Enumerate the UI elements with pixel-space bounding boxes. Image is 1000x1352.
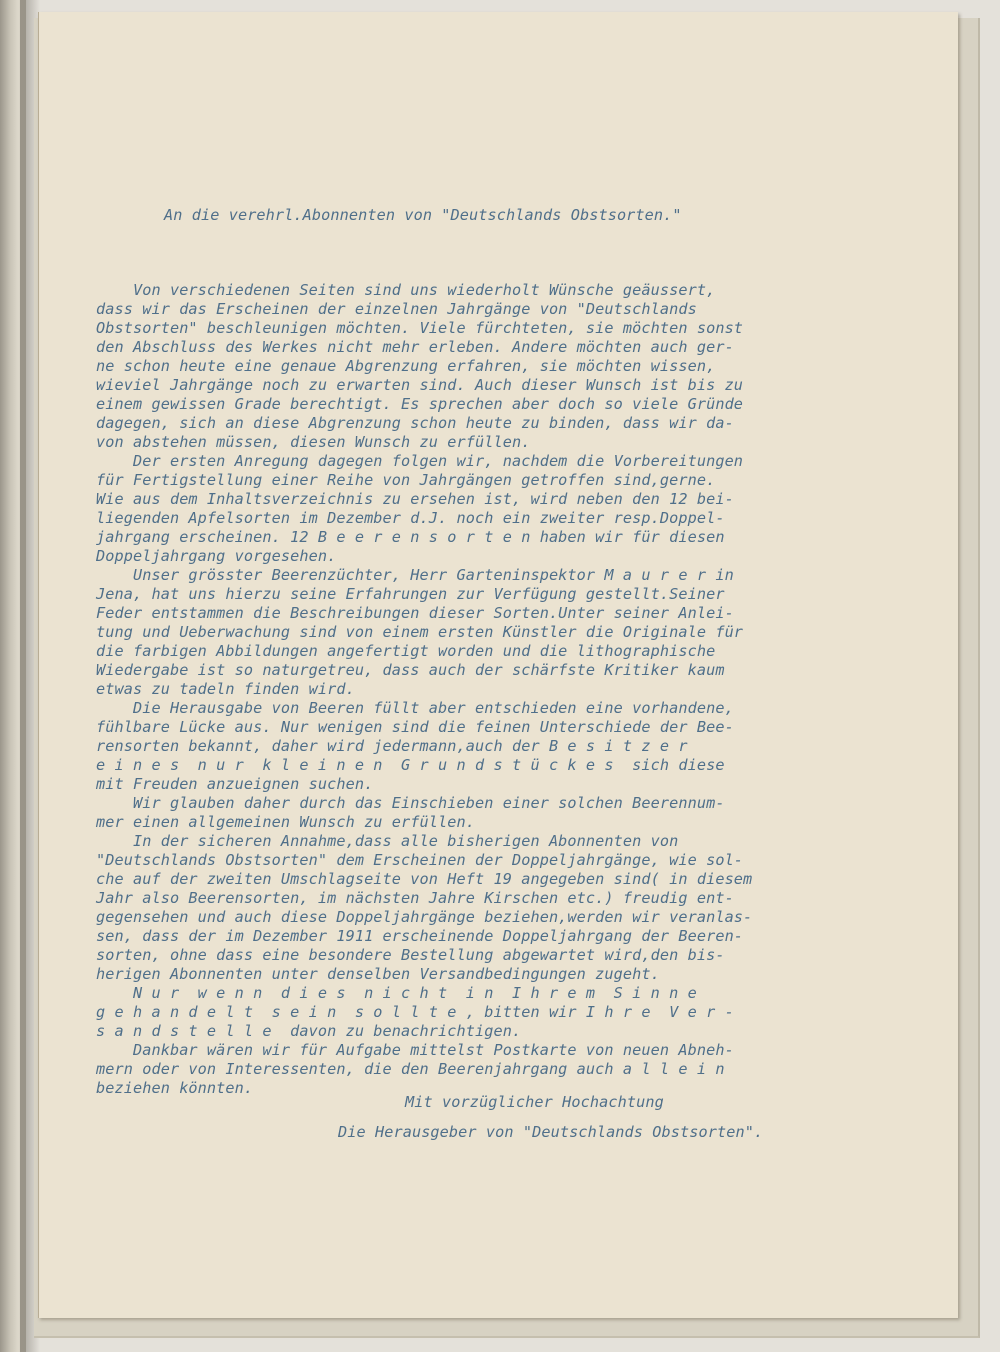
body-line-27: mit Freuden anzueignen suchen. xyxy=(96,775,374,793)
body-line-19: tung und Ueberwachung sind von einem ersten Künstler die Originale für xyxy=(96,623,744,641)
body-line-9: von abstehen müssen, diesen Wunsch zu erfüllen. xyxy=(96,433,531,451)
body-line-18: Feder entstammen die Beschreibungen dieser Sorten.Unter seiner Anlei- xyxy=(96,604,734,622)
body-line-42: mern oder von Interessenten, die den Beerenjahrgang auch a l l e i n xyxy=(96,1060,725,1078)
body-line-16: Unser grösster Beerenzüchter, Herr Garteninspektor M a u r e r in xyxy=(96,566,734,584)
body-line-25: rensorten bekannt, daher wird jedermann,auch der B e s i t z e r xyxy=(96,737,688,755)
body-line-24: fühlbare Lücke aus. Nur wenigen sind die feinen Unterschiede der Bee- xyxy=(96,718,734,736)
letter-heading: An die verehrl.Abonnenten von "Deutschlands Obstsorten." xyxy=(164,206,682,224)
body-line-13: liegenden Apfelsorten im Dezember d.J. noch ein zweiter resp.Doppel- xyxy=(96,509,725,527)
body-line-22: etwas zu tadeln finden wird. xyxy=(96,680,355,698)
body-line-23: Die Herausgabe von Beeren füllt aber entschieden eine vorhandene, xyxy=(96,699,734,717)
body-line-7: einem gewissen Grade berechtigt. Es sprechen aber doch so viele Gründe xyxy=(96,395,744,413)
body-line-35: sen, dass der im Dezember 1911 erscheinende Doppeljahrgang der Beeren- xyxy=(96,927,744,945)
body-line-20: die farbigen Abbildungen angefertigt worden und die lithographische xyxy=(96,642,716,660)
body-line-8: dagegen, sich an diese Abgrenzung schon heute zu binden, dass wir da- xyxy=(96,414,734,432)
body-line-17: Jena, hat uns hierzu seine Erfahrungen zur Verfügung gestellt.Seiner xyxy=(96,585,725,603)
body-line-6: wieviel Jahrgänge noch zu erwarten sind. Auch dieser Wunsch ist bis zu xyxy=(96,376,744,394)
body-line-33: Jahr also Beerensorten, im nächsten Jahre Kirschen etc.) freudig ent- xyxy=(96,889,734,907)
body-line-29: mer einen allgemeinen Wunsch zu erfüllen. xyxy=(96,813,475,831)
body-line-1: Von verschiedenen Seiten sind uns wiederholt Wünsche geäussert, xyxy=(96,281,716,299)
body-line-43: beziehen könnten. xyxy=(96,1079,254,1097)
body-line-2: dass wir das Erscheinen der einzelnen Jahrgänge von "Deutschlands xyxy=(96,300,697,318)
body-line-39: g e h a n d e l t s e i n s o l l t e , bitten wir I h r e V e r - xyxy=(96,1003,734,1021)
body-line-32: che auf der zweiten Umschlagseite von Heft 19 angegeben sind( in diesem xyxy=(96,870,753,888)
body-line-3: Obstsorten" beschleunigen möchten. Viele fürchteten, sie möchten sonst xyxy=(96,319,744,337)
body-line-36: sorten, ohne dass eine besondere Bestellung abgewartet wird,den bis- xyxy=(96,946,725,964)
body-line-41: Dankbar wären wir für Aufgabe mittelst Postkarte von neuen Abneh- xyxy=(96,1041,734,1059)
body-line-11: für Fertigstellung einer Reihe von Jahrgängen getroffen sind,gerne. xyxy=(96,471,716,489)
body-line-40: s a n d s t e l l e davon zu benachrichtigen. xyxy=(96,1022,522,1040)
body-line-21: Wiedergabe ist so naturgetreu, dass auch der schärfste Kritiker kaum xyxy=(96,661,725,679)
body-line-28: Wir glauben daher durch das Einschieben einer solchen Beerennum- xyxy=(96,794,725,812)
body-line-31: "Deutschlands Obstsorten" dem Erscheinen der Doppeljahrgänge, wie sol- xyxy=(96,851,744,869)
body-line-30: In der sicheren Annahme,dass alle bisherigen Abonnenten von xyxy=(96,832,679,850)
body-line-15: Doppeljahrgang vorgesehen. xyxy=(96,547,337,565)
closing-salutation: Mit vorzüglicher Hochachtung xyxy=(405,1093,664,1111)
body-line-37: herigen Abonnenten unter denselben Versandbedingungen zugeht. xyxy=(96,965,660,983)
body-line-38: N u r w e n n d i e s n i c h t i n I h r e m S i n n e xyxy=(96,984,697,1002)
body-line-26: e i n e s n u r k l e i n e n G r u n d s t ü c k e s sich diese xyxy=(96,756,725,774)
body-line-14: jahrgang erscheinen. 12 B e e r e n s o r t e n haben wir für diesen xyxy=(96,528,725,546)
body-line-5: ne schon heute eine genaue Abgrenzung erfahren, sie möchten wissen, xyxy=(96,357,716,375)
closing-signature: Die Herausgeber von "Deutschlands Obstsorten". xyxy=(338,1123,764,1141)
body-line-4: den Abschluss des Werkes nicht mehr erleben. Andere möchten auch ger- xyxy=(96,338,734,356)
body-line-34: gegensehen und auch diese Doppeljahrgänge beziehen,werden wir veranlas- xyxy=(96,908,753,926)
body-line-12: Wie aus dem Inhaltsverzeichnis zu ersehen ist, wird neben den 12 bei- xyxy=(96,490,734,508)
body-line-10: Der ersten Anregung dagegen folgen wir, nachdem die Vorbereitungen xyxy=(96,452,744,470)
